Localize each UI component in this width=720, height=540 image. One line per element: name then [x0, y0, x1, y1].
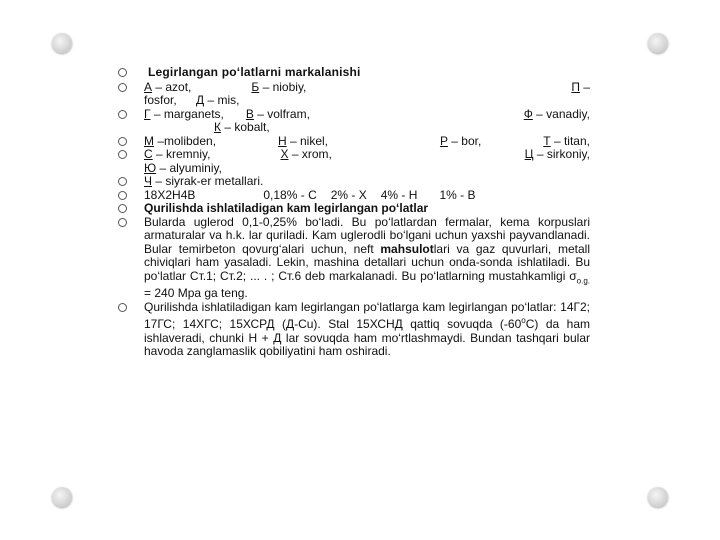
letter-d: Д: [196, 93, 205, 107]
bullet-paragraph-1: Bularda uglerod 0,1-0,25% bo‘ladi. Bu po‘latlardan fermalar, kema korpuslari armaturalar va h.k. lar quriladi. Kam uglerodli bo‘lgani uchun yaxshi payvandlanadi. Bular temirbeton qovurg‘alari uchun, neft mahsulotlari va gaz quvurlari, metall chiviqlari ham yasaladi. Lekin, mashina detallari uchun onda-sonda ishlatiladi. Bu po‘latlar Ст.1; Ст.2; ... . ; Ст.6 deb markalanadi. Bu po‘latlarning mustahkamligi $\sigma_{o.g.} = 240$ Mpa ga teng.: [118, 216, 590, 301]
corner-decoration-top-left: [52, 33, 72, 53]
section-heading: Qurilishda ishlatiladigan kam legirlangan po‘latlar: [144, 201, 429, 215]
bullet-18x2n4v: 18Х2Н4В 0,18% - C 2% - X 4% - H 1% - B: [118, 189, 590, 203]
corner-decoration-bottom-left: [52, 487, 72, 507]
corner-decoration-top-right: [648, 33, 668, 53]
bullet-ring-icon: [118, 137, 127, 146]
bullet-ring-icon: [118, 303, 127, 312]
bullet-ring-icon: [118, 110, 127, 119]
bullet-title: [118, 66, 590, 80]
bullet-marganets: Г – marganets, В – volfram, Ф – vanadiy, К – kobalt,: [118, 108, 590, 135]
letter-ts: Ц: [524, 147, 534, 161]
bullet-ring-icon: [118, 150, 127, 159]
bullet-molibden: М –molibden, Н – nikel, Р – bor, Т – titan,: [118, 135, 590, 149]
letter-g: Г: [144, 106, 151, 121]
letter-s: С: [144, 147, 153, 161]
letter-x: Х: [280, 147, 289, 161]
bullet-kremniy: С – kremniy, Х – xrom, Ц – sirkoniy, Ю – alyuminiy,: [118, 148, 590, 175]
letter-ch: Ч: [144, 174, 152, 188]
bullet-ring-icon: [118, 68, 127, 77]
letter-f: Ф: [523, 106, 533, 121]
letter-a: А: [144, 79, 153, 94]
slide-content: [118, 66, 590, 359]
letter-t: Т: [543, 133, 551, 148]
steel-grade: 18Х2Н4В: [144, 187, 196, 202]
slide-title: Legirlangan po‘latlarni markalanishi: [148, 65, 361, 79]
letter-m: М: [144, 133, 154, 148]
letter-n: Н: [277, 133, 287, 148]
letter-v: В: [245, 106, 254, 121]
bullet-azot: А – azot, Б – niobiy, П – fosfor, Д – mis,: [118, 81, 590, 108]
bullet-heading2: [118, 202, 590, 216]
letter-k: К: [214, 120, 221, 134]
letter-yu: Ю: [144, 160, 157, 175]
letter-r: Р: [439, 133, 448, 148]
bullet-ring-icon: [118, 204, 127, 213]
bullet-paragraph-2: Qurilishda ishlatiladigan kam legirlangan po‘latlarga kam legirlangan po‘latlar: 14Г2; 17ГС; 14ХГС; 15ХСРД (Д-Cu). Stal 15ХСНД qattiq sovuqda (-60$^o$C) da ham ishlaveradi, chunki H + Д lar sovuqda ham mo‘rtlashmaydi. Bundan tashqari bular havoda zanglamaslik qobiliyatini ham oshiradi.: [118, 301, 590, 359]
bullet-ring-icon: [118, 83, 127, 92]
bullet-ring-icon: [118, 218, 127, 227]
bullet-siyrak: Ч – siyrak-er metallari.: [118, 175, 590, 189]
bullet-ring-icon: [118, 177, 127, 186]
corner-decoration-bottom-right: [648, 487, 668, 507]
bullet-ring-icon: [118, 191, 127, 200]
letter-p: П: [571, 79, 580, 94]
letter-b: Б: [251, 79, 260, 94]
